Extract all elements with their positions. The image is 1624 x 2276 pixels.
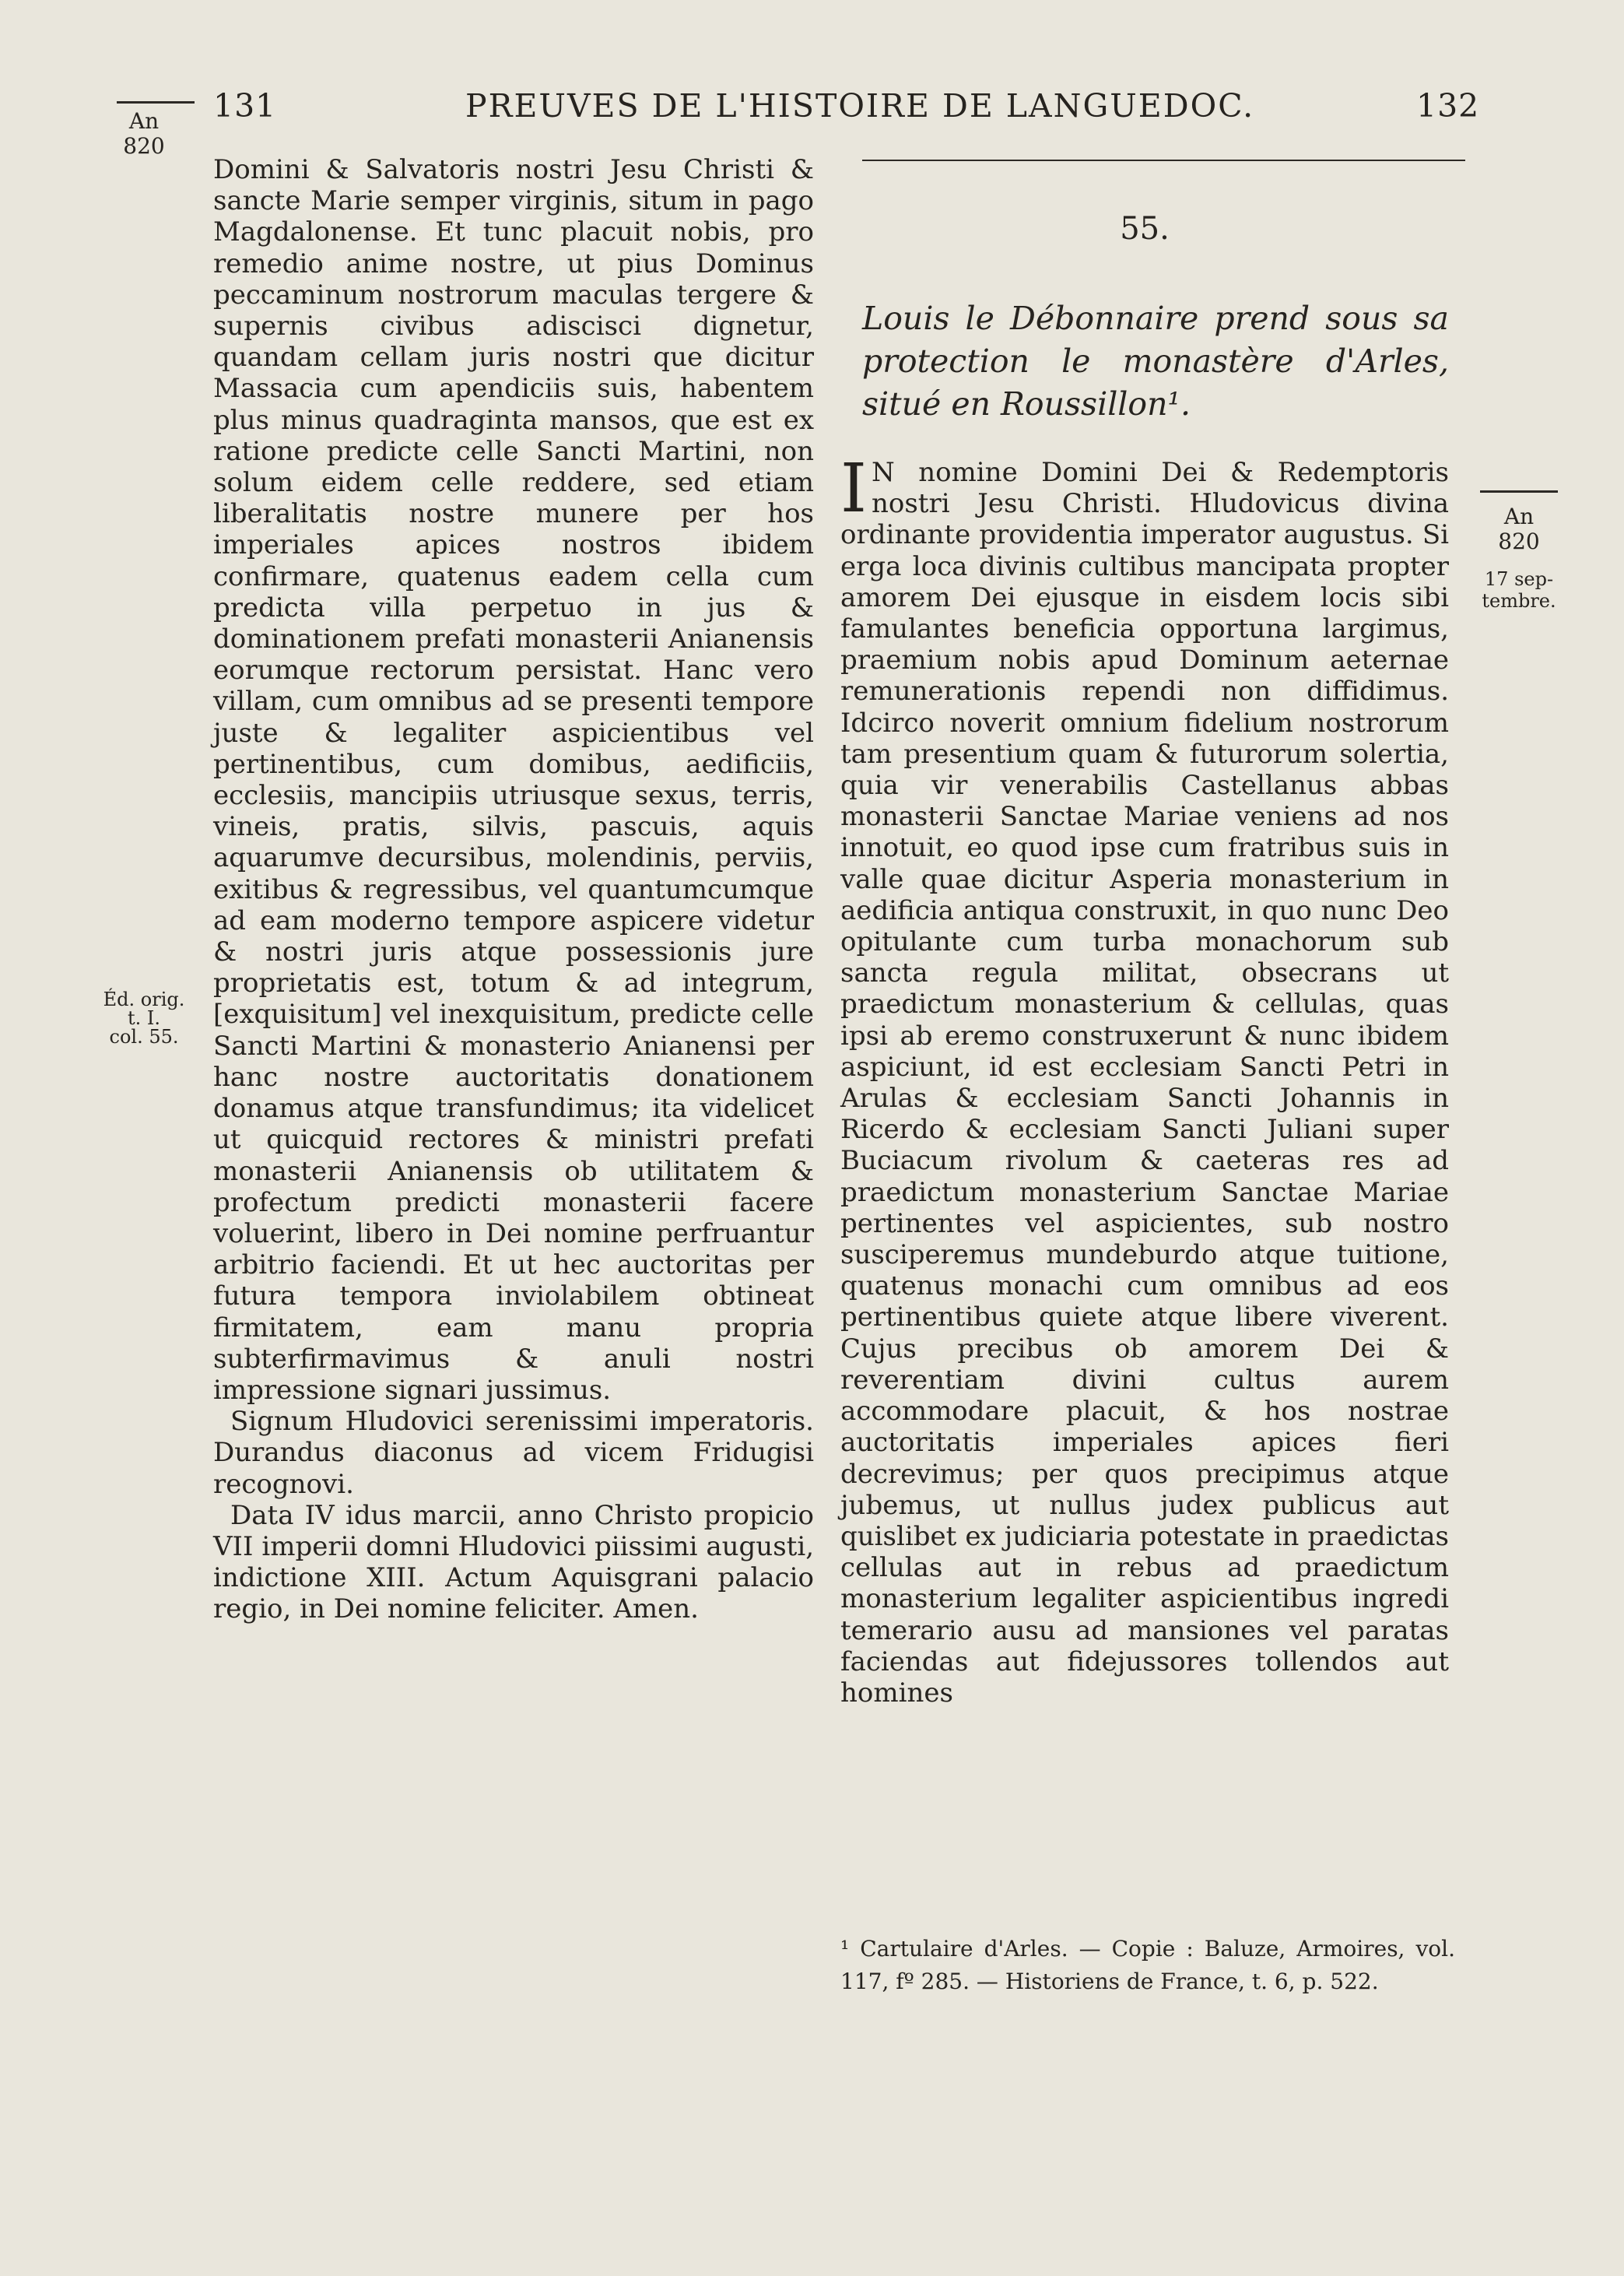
margin-year: 820 (1498, 529, 1540, 554)
margin-edition-ref (101, 990, 187, 1046)
header-rule-left (117, 101, 195, 104)
margin-an: An (1503, 504, 1535, 529)
margin-date-line-2: tembre. (1482, 590, 1556, 612)
drop-cap: I (840, 450, 867, 528)
document-number: 55. (1120, 211, 1170, 247)
left-paragraph-3: Data IV idus marcii, anno Christo propicio VII imperii domni Hludovici piissimi augusti, indictione XIII. Actum Aquisgrani palacio regio, in Dei nomine feliciter. Amen. (213, 1499, 814, 1625)
edition-line-2: t. I. (127, 1007, 160, 1029)
document-body-text: N nomine Domini Dei & Redemptoris nostri Jesu Christi. Hludovicus divina ordinante providentia imperator augustus. Si erga loca divinis cultibus mancipata propter amorem Dei ejusque in eisdem locis sibi famulantes beneficia opportuna largimus, praemium nobis apud Dominum aeternae remunerationis rependi non diffidimus. Idcirco noverit omnium fidelium nostrorum tam presentium quam & futurorum solertia, quia vir venerabilis Castellanus abbas monasterii Sanctae Mariae veniens ad nos innotuit, eo quod ipse cum fratribus suis in valle quae dicitur Asperia monasterium in aedificia antiqua construxit, in quo nunc Deo opitulante cum turba monachorum sub sancta regula militat, obsecrans ut praedictum monasterium & cellulas, quas ipsi ab eremo construxerunt & nunc ibidem aspiciunt, id est ecclesiam Sancti Petri in Arulas & ecclesiam Sancti Johannis in Ricerdo & ecclesiam Sancti Juliani super Buciacum rivolum & caeteras res ad praedictum monasterium Sanctae Mariae pertinentes vel aspicientes, sub nostro susciperemus mundeburdo atque tuitione, quatenus monachi cum omnibus ad eos pertinentibus quiete atque libere viverent. Cujus precibus ob amorem Dei & reverentiam divini cultus aurem accommodare placuit, & hos nostrae auctoritatis imperiales apices fieri decrevimus; per quos precipimus atque jubemus, ut nullus judex publicus aut quislibet ex judiciaria potestate in praedictas cellulas aut in rebus ad praedictum monasterium legaliter aspicientibus ingredi temerario ausu ad mansiones vel paratas faciendas aut fidejussores tollendos aut homines (840, 457, 1449, 1709)
right-column (840, 140, 1449, 1709)
document-body (840, 450, 1449, 1709)
margin-year-right (1480, 504, 1558, 612)
left-paragraph-1: Domini & Salvatoris nostri Jesu Christi & sancte Marie semper virginis, situm in pago Magdalonense. Et tunc placuit nobis, pro remedio anime nostre, ut pius Dominus peccaminum nostrorum maculas tergere & supernis civibus adiscisci dignetur, quandam cellam juris nostri que dicitur Massacia cum apendiciis suis, habentem plus minus quadraginta mansos, que est ex ratione predicte celle Sancti Martini, non solum eidem celle reddere, sed etiam liberalitatis nostre munere per hos imperiales apices nostros ibidem confirmare, quatenus eadem cella cum predicta villa perpetuo in jus & dominationem prefati monasterii Anianensis eorumque rectorum persistat. Hanc vero villam, cum omnibus ad se presenti tempore juste & legaliter aspicientibus vel pertinentibus, cum domibus, aedificiis, ecclesiis, mancipiis utriusque sexus, terris, vineis, pratis, silvis, pascuis, aquis aquarumve decursibus, molendinis, perviis, exitibus & regressibus, vel quantumcumque ad eam moderno tempore aspicere videtur & nostri juris atque possessionis jure proprietatis est, totum & ad integrum, [exquisitum] vel inexquisitum, predicte celle Sancti Martini & monasterio Anianensi per hanc nostre auctoritatis donationem donamus atque transfundimus; ita videlicet ut quicquid rectores & ministri prefati monasterii Anianensis ob utilitatem & profectum predicti monasterii facere voluerint, libero in Dei nomine perfruantur arbitrio faciendi. Et ut hec auctoritas per futura tempora inviolabilem obtineat firmitatem, eam manu propria subterfirmavimus & anuli nostri impressione signari jussimus. (213, 154, 814, 1406)
page-number-right: 132 (1416, 87, 1480, 125)
margin-date-line-1: 17 sep- (1484, 568, 1554, 590)
margin-rule-right (1480, 490, 1558, 493)
margin-year-left (109, 109, 179, 159)
footnote: ¹ Cartulaire d'Arles. — Copie : Baluze, Armoires, vol. 117, fº 285. — Historiens de France, t. 6, p. 522. (840, 1936, 1455, 1994)
document-title: Louis le Débonnaire prend sous sa protection le monastère d'Arles, situé en Roussillon¹. (862, 300, 1449, 423)
margin-an: An (128, 108, 160, 134)
left-paragraph-2: Signum Hludovici serenissimi imperatoris. Durandus diaconus ad vicem Fridugisi recognovi. (213, 1406, 814, 1500)
margin-year: 820 (123, 133, 165, 159)
page-number-left: 131 (213, 87, 277, 125)
running-title: PREUVES DE L'HISTOIRE DE LANGUEDOC. (465, 87, 1255, 125)
edition-line-3: col. 55. (109, 1026, 179, 1048)
edition-line-1: Éd. orig. (103, 989, 185, 1010)
left-column (213, 154, 814, 1625)
